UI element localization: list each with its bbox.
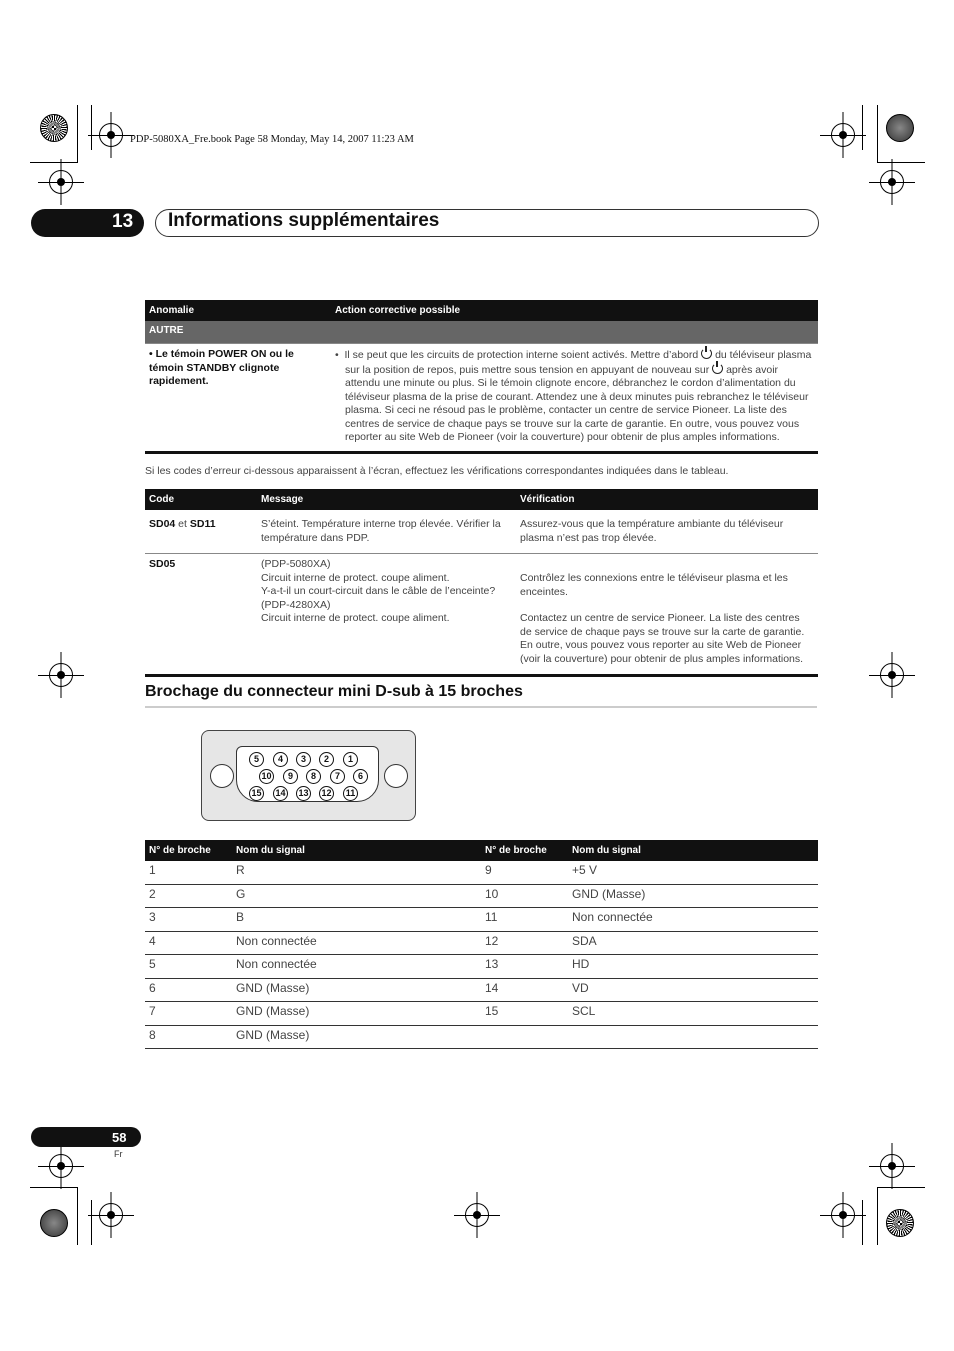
registration-mark-icon <box>880 663 904 687</box>
message-cell: S’éteint. Température interne trop élevée. Vérifier la température dans PDP. <box>261 518 501 544</box>
pin-no: 8 <box>145 1025 232 1049</box>
color-target-icon <box>40 1209 68 1237</box>
pin-no: 3 <box>145 908 232 932</box>
pin-no: 11 <box>481 908 568 932</box>
signal: B <box>232 908 481 932</box>
table-row <box>145 510 818 554</box>
table-row <box>145 344 818 453</box>
registration-mark-icon <box>880 170 904 194</box>
col-pin-no: N° de broche <box>481 840 568 861</box>
model-label: (PDP-5080XA) <box>261 558 331 570</box>
col-verification: Vérification <box>516 489 818 510</box>
registration-mark-icon <box>99 123 123 147</box>
table-row <box>145 931 818 955</box>
action-text: du téléviseur plasma sur la position de repos, puis mettre sous tension en appuyant de nouveau sur <box>345 349 812 376</box>
table-header <box>145 489 818 510</box>
anomalie-cell: • Le témoin POWER ON ou le témoin STANDBY clignote rapidement. <box>149 348 294 387</box>
table-row <box>145 884 818 908</box>
message-line: Circuit interne de protect. coupe aliment. <box>261 571 450 584</box>
signal: +5 V <box>568 861 818 884</box>
action-text: après avoir attendu une minute ou plus. Si le témoin clignote encore, débranchez le cordon d’alimentation du téléviseur plasma de la prise de courant. Attendez une à deux minutes puis rebranchez le téléviseur plasma. Si ceci ne résoud pas le problème, contacter un centre de service Pioneer. La liste des centres de service de chaque pays se trouve sur la carte de garantie. En outre, vous pouvez vous reporter au site Web de Pioneer (voir la couverture) pour obtenir de plus amples informations. <box>345 363 809 443</box>
registration-mark-icon <box>880 1154 904 1178</box>
power-icon <box>712 363 723 374</box>
pin-no: 14 <box>481 978 568 1002</box>
pin: 11 <box>343 786 358 801</box>
pin: 13 <box>296 786 311 801</box>
message-cell <box>257 554 516 676</box>
category-label: AUTRE <box>145 321 818 344</box>
signal: VD <box>568 978 818 1002</box>
pin-no: 10 <box>481 884 568 908</box>
col-code: Code <box>145 489 257 510</box>
signal: HD <box>568 955 818 979</box>
table-row <box>145 1002 818 1026</box>
pin-no: 15 <box>481 1002 568 1026</box>
message-line: Y-a-t-il un court-circuit dans le câble de l’enceinte? <box>261 585 496 597</box>
registration-mark-icon <box>49 663 73 687</box>
table-header <box>145 300 818 321</box>
chapter-number: 13 <box>112 211 134 232</box>
section-title: Brochage du connecteur mini D-sub à 15 broches <box>145 683 523 700</box>
pin: 1 <box>343 752 358 767</box>
signal: Non connectée <box>232 955 481 979</box>
code-cell: SD05 <box>149 558 176 570</box>
pin-no: 13 <box>481 955 568 979</box>
table-header <box>145 840 818 861</box>
pin-no: 4 <box>145 931 232 955</box>
registration-mark-icon <box>49 1154 73 1178</box>
code-separator: et <box>175 518 190 530</box>
table-row <box>145 554 818 676</box>
screw-icon <box>210 764 234 788</box>
pin: 3 <box>296 752 311 767</box>
error-code-table <box>145 489 818 677</box>
signal: Non connectée <box>568 908 818 932</box>
registration-mark-icon <box>99 1203 123 1227</box>
col-pin-no: N° de broche <box>145 840 232 861</box>
signal: Non connectée <box>232 931 481 955</box>
pin: 10 <box>259 769 274 784</box>
pin-no: 9 <box>481 861 568 884</box>
color-target-icon <box>40 114 68 142</box>
signal: GND (Masse) <box>232 1025 481 1049</box>
page-language: Fr <box>114 1149 123 1159</box>
pin: 8 <box>306 769 321 784</box>
file-info: PDP-5080XA_Fre.book Page 58 Monday, May 14, 2007 11:23 AM <box>130 134 414 145</box>
signal: SCL <box>568 1002 818 1026</box>
check-line: Contrôlez les connexions entre le téléviseur plasma et les enceintes. <box>520 572 788 598</box>
bullet: • <box>335 349 345 361</box>
pin: 14 <box>273 786 288 801</box>
check-cell <box>516 554 818 676</box>
signal: R <box>232 861 481 884</box>
col-action: Action corrective possible <box>331 300 818 321</box>
chapter-title: Informations supplémentaires <box>168 210 440 231</box>
signal: SDA <box>568 931 818 955</box>
pin: 15 <box>249 786 264 801</box>
action-cell <box>331 344 818 453</box>
pin: 12 <box>319 786 334 801</box>
table-subheader <box>145 321 818 344</box>
error-code-note: Si les codes d’erreur ci-dessous apparaissent à l’écran, effectuez les vérifications correspondantes indiquées dans le tableau. <box>145 465 729 477</box>
pin: 2 <box>319 752 334 767</box>
col-signal: Nom du signal <box>568 840 818 861</box>
table-row <box>145 861 818 884</box>
table-row <box>145 908 818 932</box>
color-target-icon <box>886 1209 914 1237</box>
pin-no: 7 <box>145 1002 232 1026</box>
pin-no: 12 <box>481 931 568 955</box>
signal: GND (Masse) <box>232 978 481 1002</box>
registration-mark-icon <box>831 1203 855 1227</box>
signal: GND (Masse) <box>568 884 818 908</box>
model-label: (PDP-4280XA) <box>261 598 331 611</box>
pin: 4 <box>273 752 288 767</box>
pin-no: 6 <box>145 978 232 1002</box>
registration-mark-icon <box>49 170 73 194</box>
col-signal: Nom du signal <box>232 840 481 861</box>
color-target-icon <box>886 114 914 142</box>
code: SD11 <box>189 518 216 530</box>
table-row <box>145 978 818 1002</box>
registration-mark-icon <box>831 123 855 147</box>
connector-shell <box>236 746 379 802</box>
pin: 6 <box>353 769 368 784</box>
pin: 9 <box>283 769 298 784</box>
screw-icon <box>384 764 408 788</box>
signal: G <box>232 884 481 908</box>
code-cell <box>145 510 257 554</box>
code: SD04 <box>149 518 176 530</box>
table-row <box>145 955 818 979</box>
pin-assignment-table <box>145 840 818 1049</box>
page-number: 58 <box>112 1130 127 1145</box>
troubleshooting-table <box>145 300 818 454</box>
signal: GND (Masse) <box>232 1002 481 1026</box>
registration-mark-icon <box>465 1203 489 1227</box>
dsub-connector-diagram <box>201 730 416 821</box>
power-icon <box>701 348 712 359</box>
check-cell: Assurez-vous que la température ambiante du téléviseur plasma n’est pas trop élevée. <box>520 518 784 544</box>
col-message: Message <box>257 489 516 510</box>
message-line: Circuit interne de protect. coupe aliment. <box>261 612 450 624</box>
pin: 7 <box>330 769 345 784</box>
action-text: Il se peut que les circuits de protection interne soient activés. Mettre d’abord <box>344 349 699 361</box>
pin-no: 1 <box>145 861 232 884</box>
pin-no <box>481 1025 568 1049</box>
pin-no: 5 <box>145 955 232 979</box>
col-anomalie: Anomalie <box>145 300 331 321</box>
check-line: Contactez un centre de service Pioneer. La liste des centres de service de chaque pays se trouve sur la carte de garantie. En outre, vous pouvez vous reporter au site Web de Pioneer (voir la couverture) pour obtenir de plus amples informations. <box>520 612 805 665</box>
section-divider <box>145 706 817 708</box>
pin-no: 2 <box>145 884 232 908</box>
pin: 5 <box>249 752 264 767</box>
signal <box>568 1025 818 1049</box>
table-row <box>145 1025 818 1049</box>
